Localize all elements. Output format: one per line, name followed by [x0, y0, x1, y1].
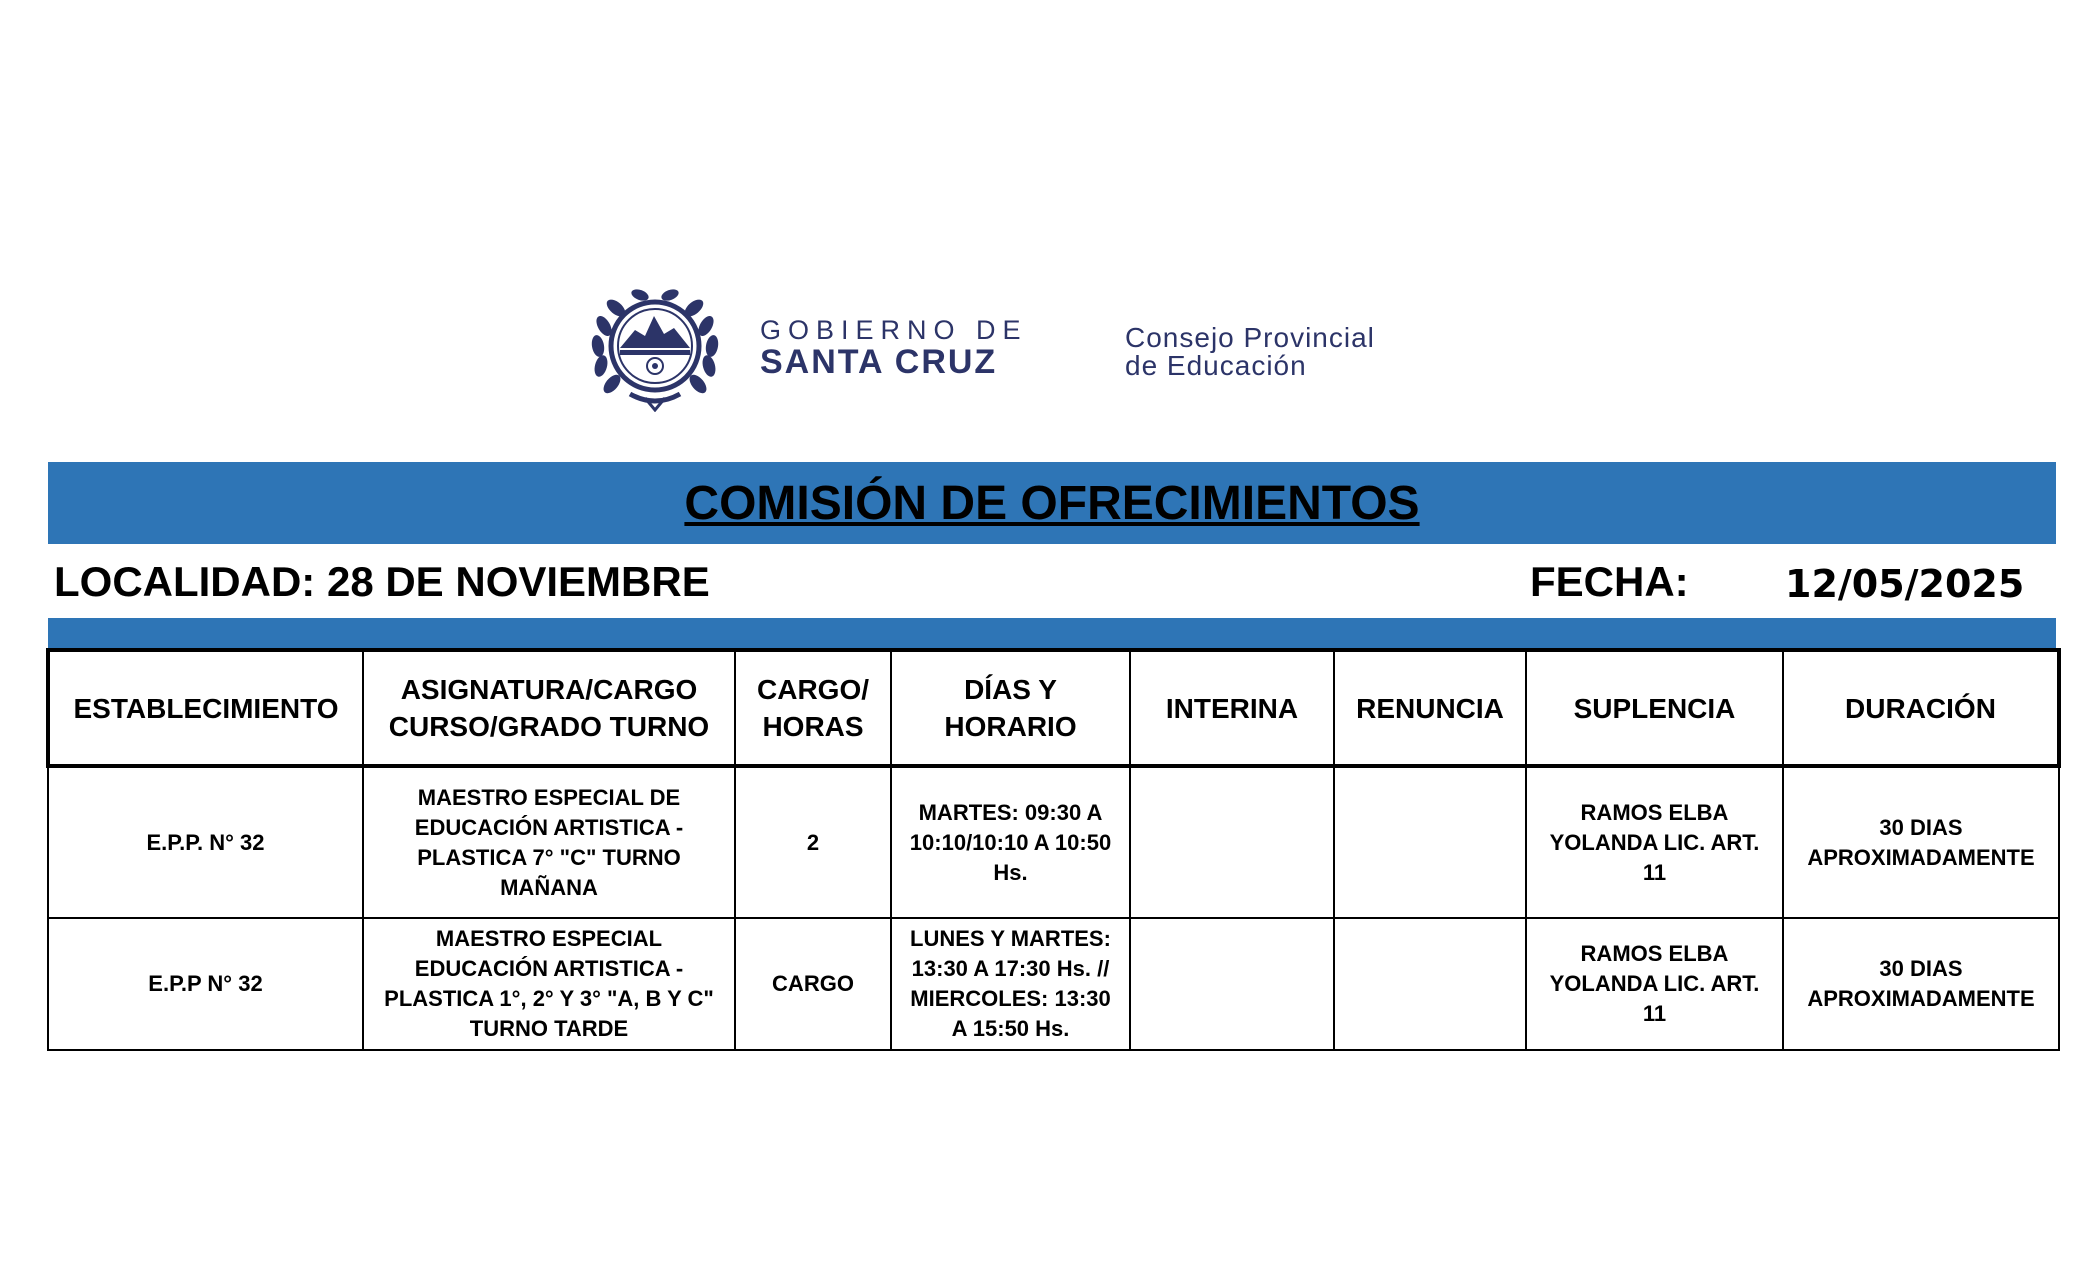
title-bar: [48, 462, 2056, 544]
cell-asignatura: MAESTRO ESPECIAL DE EDUCACIÓN ARTISTICA - PLASTICA 7° "C" TURNO MAÑANA: [363, 766, 735, 918]
cell-suplencia: RAMOS ELBA YOLANDA LIC. ART. 11: [1526, 766, 1783, 918]
col-header-cargo-horas: CARGO/ HORAS: [735, 650, 891, 766]
cell-interina: [1130, 766, 1334, 918]
fecha-value: 12/05/2025: [1785, 562, 2025, 606]
government-line-2: SANTA CRUZ: [760, 343, 998, 381]
cell-renuncia: [1334, 918, 1526, 1050]
col-header-dias-horario: DÍAS Y HORARIO: [891, 650, 1130, 766]
cell-duracion: 30 DIAS APROXIMADAMENTE: [1783, 766, 2059, 918]
cell-dias-horario: LUNES Y MARTES: 13:30 A 17:30 Hs. // MIERCOLES: 13:30 A 15:50 Hs.: [891, 918, 1130, 1050]
fecha-label: FECHA:: [1530, 558, 1689, 605]
cell-cargo-horas: CARGO: [735, 918, 891, 1050]
table-header-row: [48, 650, 2059, 766]
table-row: [48, 766, 2059, 918]
col-header-interina: INTERINA: [1130, 650, 1334, 766]
col-header-duracion: DURACIÓN: [1783, 650, 2059, 766]
col-header-establecimiento: ESTABLECIMIENTO: [48, 650, 363, 766]
page-title: COMISIÓN DE OFRECIMIENTOS: [684, 476, 1420, 530]
col-header-asignatura: ASIGNATURA/CARGO CURSO/GRADO TURNO: [363, 650, 735, 766]
cell-asignatura: MAESTRO ESPECIAL EDUCACIÓN ARTISTICA - PLASTICA 1°, 2° Y 3° "A, B Y C" TURNO TARDE: [363, 918, 735, 1050]
header-logos: [590, 286, 1420, 412]
cell-duracion: 30 DIAS APROXIMADAMENTE: [1783, 918, 2059, 1050]
government-line-1: GOBIERNO DE: [760, 315, 1028, 345]
table-row: [48, 918, 2059, 1050]
col-header-renuncia: RENUNCIA: [1334, 650, 1526, 766]
col-header-suplencia: SUPLENCIA: [1526, 650, 1783, 766]
council-line-1: Consejo Provincial: [1125, 322, 1375, 353]
cell-interina: [1130, 918, 1334, 1050]
council-wordmark: [1125, 324, 1375, 380]
cell-suplencia: RAMOS ELBA YOLANDA LIC. ART. 11: [1526, 918, 1783, 1050]
cell-establecimiento: E.P.P. N° 32: [48, 766, 363, 918]
offers-table: [46, 648, 2061, 1051]
council-line-2: de Educación: [1125, 350, 1307, 381]
divider-bar: [48, 618, 2056, 648]
cell-cargo-horas: 2: [735, 766, 891, 918]
cell-establecimiento: E.P.P N° 32: [48, 918, 363, 1050]
government-wordmark: [760, 316, 1028, 380]
cell-dias-horario: MARTES: 09:30 A 10:10/10:10 A 10:50 Hs.: [891, 766, 1130, 918]
localidad-label: LOCALIDAD: 28 DE NOVIEMBRE: [54, 558, 710, 605]
santa-cruz-coat-of-arms-icon: [590, 286, 720, 412]
cell-renuncia: [1334, 766, 1526, 918]
